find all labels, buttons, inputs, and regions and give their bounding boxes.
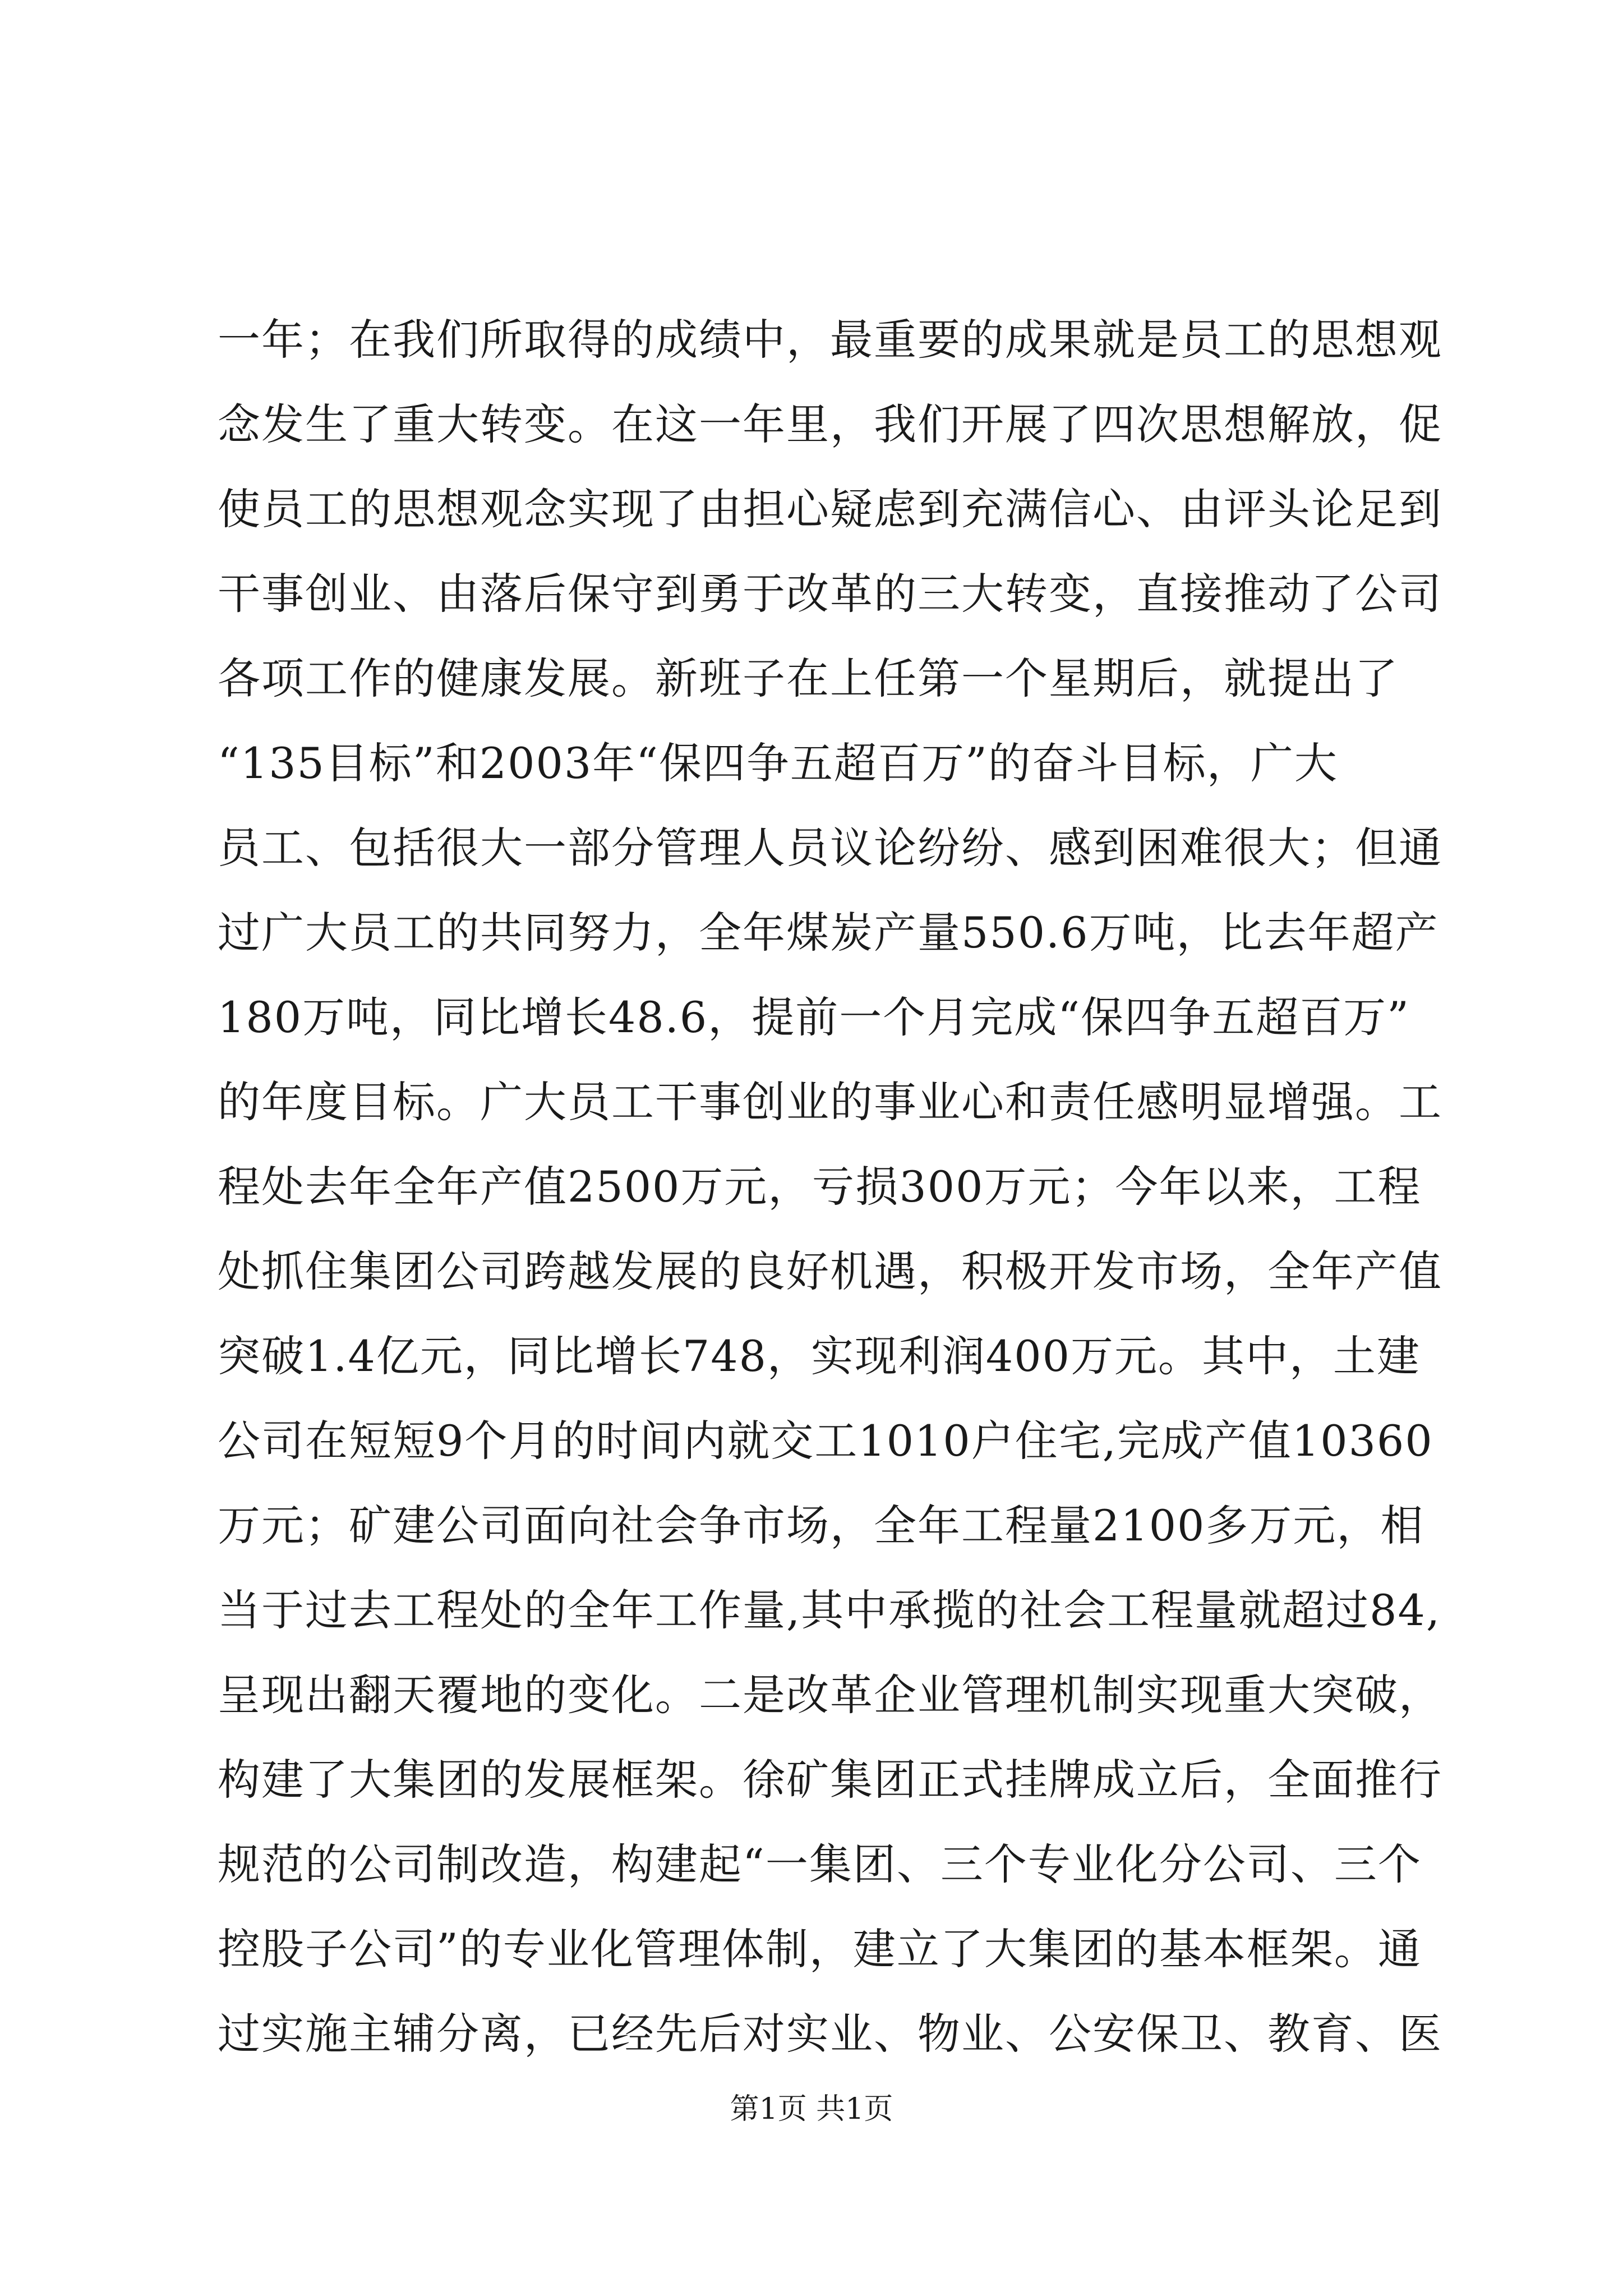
text-line: 过实施主辅分离，已经先后对实业、物业、公安保卫、教育、医 <box>218 2009 1442 2059</box>
text-line: 构建了大集团的发展框架。徐矿集团正式挂牌成立后，全面推行 <box>218 1755 1442 1805</box>
text-line: 一年；在我们所取得的成绩中，最重要的成果就是员工的思想观 <box>218 315 1442 365</box>
text-line: 公司在短短9个月的时间内就交工1010户住宅,完成产值10360 <box>218 1416 1433 1466</box>
text-line: 干事创业、由落后保守到勇于改革的三大转变，直接推动了公司 <box>218 569 1442 619</box>
text-line: 180万吨，同比增长48.6，提前一个月完成“保四争五超百万” <box>218 992 1410 1042</box>
text-line: 规范的公司制改造，构建起“一集团、三个专业化分公司、三个 <box>218 1839 1422 1889</box>
text-line: 突破1.4亿元，同比增长748，实现利润400万元。其中，土建 <box>218 1331 1421 1381</box>
text-line: 念发生了重大转变。在这一年里，我们开展了四次思想解放，促 <box>218 399 1442 449</box>
text-line: 过广大员工的共同努力，全年煤炭产量550.6万吨，比去年超产 <box>218 908 1439 958</box>
text-line: 万元；矿建公司面向社会争市场，全年工程量2100多万元，相 <box>218 1501 1424 1550</box>
text-line: “135目标”和2003年“保四争五超百万”的奋斗目标，广大 <box>218 738 1338 788</box>
page-footer <box>0 2087 1623 2132</box>
text-line: 处抓住集团公司跨越发展的良好机遇，积极开发市场，全年产值 <box>218 1246 1442 1296</box>
text-line: 当于过去工程处的全年工作量,其中承揽的社会工程量就超过84, <box>218 1585 1441 1635</box>
text-line: 各项工作的健康发展。新班子在上任第一个星期后，就提出了 <box>218 654 1399 703</box>
text-line: 呈现出翻天覆地的变化。二是改革企业管理机制实现重大突破， <box>218 1670 1442 1720</box>
page-number: 第1页 共1页 <box>730 2092 893 2126</box>
body-text <box>218 297 1442 2076</box>
text-line: 程处去年全年产值2500万元，亏损300万元；今年以来，工程 <box>218 1162 1422 1212</box>
text-line: 员工、包括很大一部分管理人员议论纷纷、感到困难很大；但通 <box>218 823 1442 873</box>
text-line: 使员工的思想观念实现了由担心疑虑到充满信心、由评头论足到 <box>218 484 1442 534</box>
text-line: 的年度目标。广大员工干事创业的事业心和责任感明显增强。工 <box>218 1077 1442 1127</box>
text-line: 控股子公司”的专业化管理体制，建立了大集团的基本框架。通 <box>218 1924 1422 1974</box>
